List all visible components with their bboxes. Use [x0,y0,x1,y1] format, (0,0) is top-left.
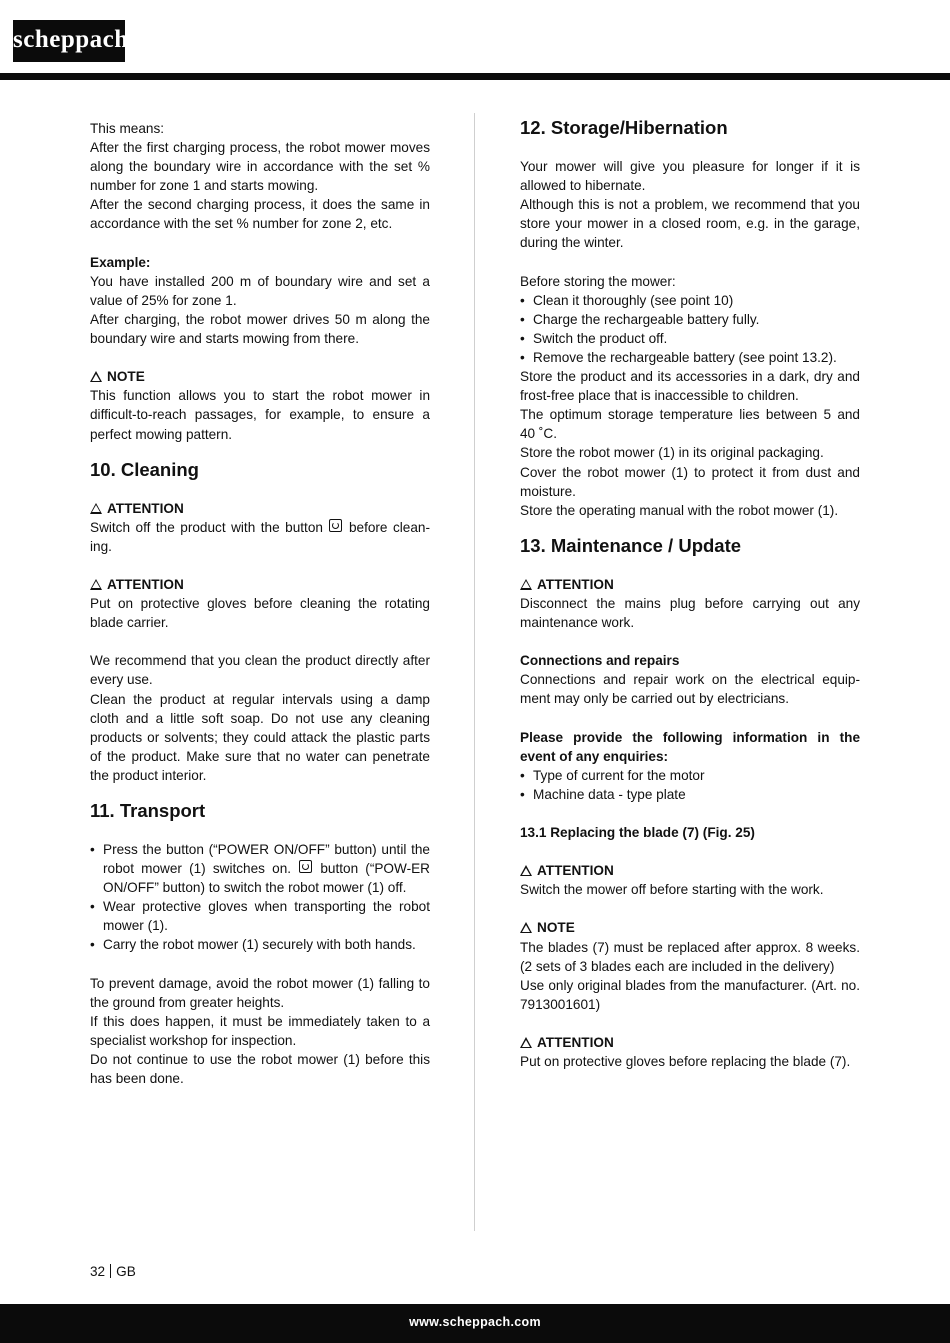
section-title-transport: 11. Transport [90,800,206,821]
paragraph: Disconnect the mains plug before carrying out any maintenance work. [520,595,860,630]
list-item: • Charge the rechargeable battery fully. [520,310,860,329]
section-title-cleaning: 10. Cleaning [90,458,199,480]
warning-icon [520,1037,532,1048]
enquiries-label: Please provide the following information in the event of any enquiries: [520,729,860,764]
section-title-storage: 12. Storage/Hibernation [520,117,728,138]
note-heading: NOTE [520,918,860,937]
warning-icon [90,579,102,590]
paragraph: To prevent damage, avoid the robot mower (1) falling to the ground from greater heights. [90,975,430,1010]
paragraph: Your mower will give you pleasure for longer if it is allowed to hibernate. [520,159,860,194]
power-button-icon [299,860,312,873]
attention-heading: ATTENTION [520,861,860,880]
paragraph: Store the robot mower (1) in its original packaging. [520,445,824,461]
paragraph: Clean the product at regular intervals using a damp cloth and a little soft soap. Do not use any cleaning products or solvents; they could attack the plastic parts of the product. Make sure that no water can penetrate the product interior. [90,691,430,783]
attention-heading: ATTENTION [520,1033,860,1052]
example-label: Example: [90,254,151,270]
right-column [520,116,860,1071]
list-item: • Clean it thoroughly (see point 10) [520,291,860,310]
list-item: • Machine data - type plate [520,785,860,804]
paragraph: After charging, the robot mower drives 50 m along the boundary wire and starts mowing from there. [90,311,430,347]
paragraph: After the second charging process, it does the same in accordance with the set % number for zone 2, etc. [90,197,430,232]
warning-icon [520,579,532,590]
list-item: • Type of current for the motor [520,766,860,785]
power-button-icon [329,519,342,532]
warning-icon [90,503,102,514]
scheppach-logo: scheppach [13,20,125,62]
storage-list [520,291,860,367]
header-bar [0,73,950,80]
paragraph: Cover the robot mower (1) to protect it from dust and moisture. [520,464,860,499]
paragraph: Store the operating manual with the robot mower (1). [520,502,839,518]
subsection-title: 13.1 Replacing the blade (7) (Fig. 25) [520,825,755,840]
paragraph: After the first charging process, the robot mower moves along the boundary wire in accordance with the set % number for zone 1 and starts mowing. [90,140,430,194]
attention-heading: ATTENTION [90,575,430,594]
page-number: 32 GB [90,1264,136,1279]
connections-label: Connections and repairs [520,653,680,669]
note-heading: NOTE [90,367,430,386]
paragraph: You have installed 200 m of boundary wire and set a value of 25% for zone 1. [90,273,430,308]
paragraph: Although this is not a problem, we recommend that you store your mower in a closed room, e.g. in the garage, during the winter. [520,197,860,251]
paragraph: Put on protective gloves before replacing the blade (7). [520,1054,851,1070]
paragraph: Before storing the mower: [520,273,676,289]
paragraph: Use only original blades from the manufacturer. (Art. no. 7913001601) [520,977,860,1012]
paragraph: We recommend that you clean the product directly after every use. [90,653,430,688]
list-item: • Carry the robot mower (1) securely with both hands. [90,935,430,954]
warning-icon [520,865,532,876]
paragraph: Switch the mower off before starting with the work. [520,882,824,898]
list-item: • Wear protective gloves when transporting the robot mower (1). [90,897,430,935]
paragraph: The blades (7) must be replaced after approx. 8 weeks. (2 sets of 3 blades each are included in the delivery) [520,939,860,974]
website-url: www.scheppach.com [409,1315,541,1329]
paragraph: If this does happen, it must be immediately taken to a specialist workshop for inspection. [90,1013,430,1048]
warning-icon [520,922,532,933]
warning-icon [90,371,102,382]
attention-heading: ATTENTION [90,499,430,518]
paragraph: Do not continue to use the robot mower (1) before this has been done. [90,1052,430,1087]
paragraph: Connections and repair work on the electrical equip-ment may only be carried out by electricians. [520,672,860,707]
left-column [90,119,430,1088]
paragraph: The optimum storage temperature lies between 5 and 40 ˚C. [520,407,860,442]
list-item: • Press the button (“POWER ON/OFF” button) until the robot mower (1) switches on. button (“POW-ER ON/OFF” button) to switch the robot mower (1) off. [90,840,430,897]
paragraph: Switch off the product with the button before clean-ing. [90,519,431,554]
list-item: • Switch the product off. [520,329,860,348]
column-divider [474,113,475,1231]
enquiries-list [520,766,860,804]
paragraph: Store the product and its accessories in a dark, dry and frost-free place that is inaccessible to children. [520,369,860,404]
section-title-maintenance: 13. Maintenance / Update [520,534,742,556]
paragraph: This means: [90,121,165,136]
transport-list [90,840,430,955]
attention-heading: ATTENTION [520,575,860,594]
footer-bar [0,1304,950,1343]
paragraph: Put on protective gloves before cleaning the rotating blade carrier. [90,596,430,631]
paragraph: This function allows you to start the robot mower in difficult-to-reach passages, for example, to ensure a perfect mowing pattern. [90,388,430,442]
list-item: • Remove the rechargeable battery (see point 13.2). [520,348,860,367]
